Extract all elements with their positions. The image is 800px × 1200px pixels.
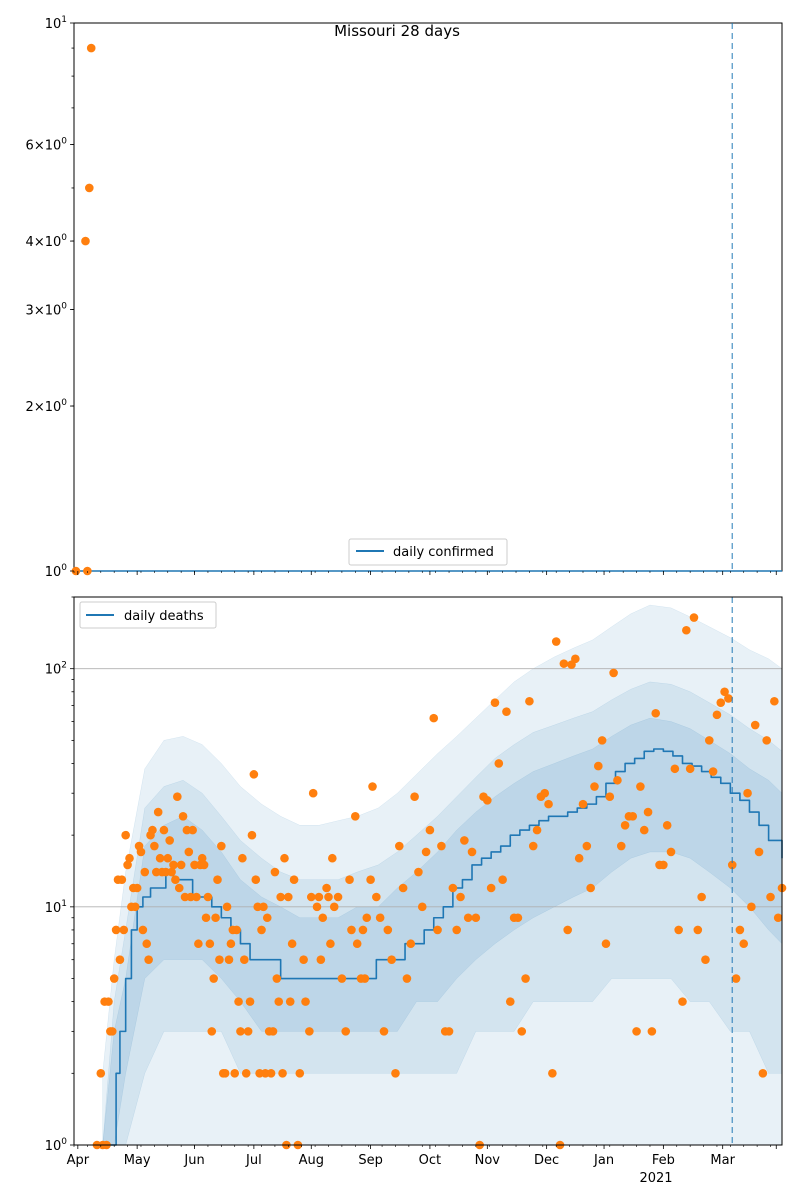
bottom-point	[230, 1069, 239, 1078]
bottom-point	[271, 868, 280, 877]
bottom-x-tick-label-may: May	[123, 1153, 151, 1168]
bottom-point	[759, 1069, 768, 1078]
bottom-point	[667, 848, 676, 857]
bottom-point	[376, 913, 385, 922]
top-point	[87, 44, 96, 53]
bottom-point	[613, 776, 622, 785]
bottom-point	[232, 926, 241, 935]
bottom-point	[141, 868, 150, 877]
bottom-point	[579, 800, 588, 809]
bottom-point	[540, 789, 549, 798]
bottom-x-tick-label-sep: Sep	[358, 1153, 383, 1168]
bottom-point	[280, 854, 289, 863]
bottom-point	[701, 955, 710, 964]
bottom-y-tick-label-2: $10^2$	[44, 660, 67, 678]
bottom-point	[628, 812, 637, 821]
bottom-point	[133, 884, 142, 893]
bottom-point	[372, 893, 381, 902]
bottom-point	[491, 698, 500, 707]
top-panel	[26, 15, 782, 580]
bottom-point	[766, 893, 775, 902]
bottom-point	[406, 939, 415, 948]
bottom-point	[194, 939, 203, 948]
bottom-point	[544, 800, 553, 809]
bottom-point	[223, 903, 232, 912]
bottom-point	[414, 868, 423, 877]
bottom-point	[605, 792, 614, 801]
bottom-point	[648, 1027, 657, 1036]
bottom-uncertainty-bands	[103, 605, 782, 1145]
bottom-point	[762, 736, 771, 745]
bottom-point	[663, 821, 672, 830]
bottom-point	[671, 764, 680, 773]
bottom-point	[598, 736, 607, 745]
top-y-tick-label-2: $3\times 10^0$	[25, 301, 67, 319]
bottom-point	[307, 893, 316, 902]
bottom-point	[644, 808, 653, 817]
bottom-point	[257, 926, 266, 935]
bottom-point	[112, 926, 121, 935]
bottom-point	[686, 764, 695, 773]
bottom-point	[236, 1027, 245, 1036]
bottom-point	[464, 913, 473, 922]
bottom-point	[240, 955, 249, 964]
top-point	[81, 237, 90, 246]
bottom-point	[299, 955, 308, 964]
bottom-point	[188, 826, 197, 835]
bottom-point	[131, 903, 140, 912]
bottom-point	[288, 939, 297, 948]
bottom-point	[207, 1027, 216, 1036]
bottom-point	[602, 939, 611, 948]
top-point	[85, 184, 94, 193]
bottom-y-axis	[45, 597, 74, 1154]
bottom-point	[747, 903, 756, 912]
bottom-point	[743, 789, 752, 798]
bottom-point	[334, 893, 343, 902]
bottom-point	[326, 939, 335, 948]
bottom-point	[347, 926, 356, 935]
bottom-point	[525, 697, 534, 706]
bottom-point	[225, 955, 234, 964]
bottom-point	[175, 884, 184, 893]
bottom-point	[217, 842, 226, 851]
bottom-point	[290, 875, 299, 884]
bottom-point	[456, 893, 465, 902]
bottom-point	[269, 1027, 278, 1036]
bottom-x-tick-label-jan: Jan	[594, 1153, 615, 1168]
bottom-point	[206, 939, 215, 948]
bottom-point	[736, 926, 745, 935]
bottom-point	[318, 913, 327, 922]
bottom-point	[345, 875, 354, 884]
bottom-point	[322, 884, 331, 893]
bottom-point	[682, 626, 691, 635]
bottom-point	[468, 848, 477, 857]
bottom-point	[472, 913, 481, 922]
top-plot-area	[72, 23, 782, 575]
bottom-point	[617, 842, 626, 851]
bottom-point	[234, 997, 243, 1006]
bottom-point	[338, 974, 347, 983]
bottom-point	[732, 974, 741, 983]
bottom-point	[426, 826, 435, 835]
bottom-point	[751, 721, 760, 730]
bottom-x-tick-label-jul: Jul	[246, 1153, 262, 1168]
bottom-x-tick-label-apr: Apr	[66, 1153, 90, 1168]
bottom-point	[215, 955, 224, 964]
bottom-point	[204, 893, 213, 902]
bottom-point	[529, 842, 538, 851]
bottom-point	[433, 926, 442, 935]
bottom-point	[295, 1069, 304, 1078]
bottom-point	[709, 767, 718, 776]
bottom-point	[640, 826, 649, 835]
bottom-x-tick-label-dec: Dec	[534, 1153, 560, 1168]
bottom-panel	[45, 597, 787, 1186]
bottom-point	[213, 875, 222, 884]
bottom-point	[366, 875, 375, 884]
bottom-point	[330, 903, 339, 912]
bottom-point	[770, 697, 779, 706]
bottom-point	[460, 836, 469, 845]
bottom-point	[160, 826, 169, 835]
bottom-x-axis	[67, 1145, 777, 1168]
bottom-point	[632, 1027, 641, 1036]
bottom-point	[609, 669, 618, 678]
bottom-point	[110, 974, 119, 983]
bottom-point	[739, 939, 748, 948]
bottom-point	[119, 926, 128, 935]
bottom-point	[185, 848, 194, 857]
top-y-tick-label-0: $10^0$	[44, 563, 67, 580]
bottom-point	[521, 974, 530, 983]
bottom-point	[227, 939, 236, 948]
bottom-point	[552, 637, 561, 646]
bottom-point	[142, 939, 151, 948]
bottom-point	[410, 792, 419, 801]
bottom-point	[395, 842, 404, 851]
bottom-point	[563, 926, 572, 935]
top-y-tick-label-5: $10^1$	[44, 15, 67, 32]
bottom-point	[202, 913, 211, 922]
bottom-point	[548, 1069, 557, 1078]
top-legend-label: daily confirmed	[393, 545, 494, 560]
bottom-point	[246, 997, 255, 1006]
top-y-tick-label-1: $2\times 10^0$	[25, 398, 67, 416]
bottom-point	[659, 861, 668, 870]
bottom-point	[341, 1027, 350, 1036]
bottom-point	[200, 861, 209, 870]
bottom-point	[571, 655, 580, 664]
bottom-point	[171, 875, 180, 884]
top-y-axis	[26, 15, 74, 580]
bottom-point	[169, 861, 178, 870]
bottom-point	[418, 903, 427, 912]
bottom-point	[422, 848, 431, 857]
bottom-point	[301, 997, 310, 1006]
bottom-point	[116, 955, 125, 964]
bottom-point	[705, 736, 714, 745]
bottom-point	[487, 884, 496, 893]
bottom-point	[154, 808, 163, 817]
bottom-point	[506, 997, 515, 1006]
bottom-point	[517, 1027, 526, 1036]
bottom-point	[309, 789, 318, 798]
bottom-point	[315, 893, 324, 902]
bottom-point	[560, 659, 569, 668]
bottom-x-tick-label-aug: Aug	[298, 1153, 324, 1168]
bottom-point	[317, 955, 326, 964]
bottom-point	[209, 974, 218, 983]
bottom-point	[368, 782, 377, 791]
bottom-point	[273, 974, 282, 983]
bottom-point	[445, 1027, 454, 1036]
bottom-point	[305, 1027, 314, 1036]
bottom-point	[716, 698, 725, 707]
bottom-point	[755, 848, 764, 857]
top-chart-title: Missouri 28 days	[334, 22, 460, 40]
bottom-point	[242, 1069, 251, 1078]
bottom-x-tick-label-nov: Nov	[474, 1153, 501, 1168]
bottom-legend	[80, 602, 216, 628]
bottom-point	[276, 893, 285, 902]
bottom-point	[211, 913, 220, 922]
top-legend	[349, 539, 507, 565]
bottom-point	[274, 997, 283, 1006]
bottom-point	[221, 1069, 230, 1078]
bottom-point	[651, 709, 660, 718]
bottom-point	[575, 854, 584, 863]
bottom-point	[674, 926, 683, 935]
bottom-point	[313, 903, 322, 912]
bottom-point	[697, 893, 706, 902]
bottom-point	[621, 821, 630, 830]
bottom-point	[150, 842, 159, 851]
bottom-point	[678, 997, 687, 1006]
bottom-point	[267, 1069, 276, 1078]
bottom-point	[108, 1027, 117, 1036]
top-y-tick-label-4: $6\times 10^0$	[25, 136, 67, 154]
bottom-point	[694, 926, 703, 935]
bottom-point	[361, 974, 370, 983]
bottom-year-label: 2021	[639, 1171, 673, 1186]
bottom-point	[238, 854, 247, 863]
bottom-point	[278, 1069, 287, 1078]
bottom-x-tick-label-feb: Feb	[651, 1153, 675, 1168]
bottom-point	[328, 854, 337, 863]
bottom-point	[449, 884, 458, 893]
bottom-point	[498, 875, 507, 884]
top-y-tick-label-3: $4\times 10^0$	[25, 233, 67, 251]
bottom-point	[533, 826, 542, 835]
bottom-point	[148, 826, 157, 835]
bottom-point	[351, 812, 360, 821]
bottom-point	[118, 875, 127, 884]
bottom-point	[244, 1027, 253, 1036]
bottom-point	[583, 842, 592, 851]
bottom-point	[144, 955, 153, 964]
bottom-point	[359, 926, 368, 935]
bottom-point	[362, 913, 371, 922]
bottom-point	[192, 893, 201, 902]
bottom-point	[139, 926, 148, 935]
bottom-point	[263, 913, 272, 922]
bottom-point	[173, 792, 182, 801]
bottom-y-tick-label-1: $10^1$	[44, 898, 67, 916]
bottom-point	[483, 796, 492, 805]
bottom-point	[137, 848, 146, 857]
bottom-point	[437, 842, 446, 851]
bottom-point	[125, 854, 134, 863]
bottom-point	[380, 1027, 389, 1036]
bottom-point	[636, 782, 645, 791]
bottom-point	[429, 714, 438, 723]
bottom-point	[251, 875, 260, 884]
bottom-point	[324, 893, 333, 902]
bottom-point	[177, 861, 186, 870]
bottom-x-tick-label-oct: Oct	[418, 1153, 442, 1168]
bottom-point	[259, 903, 268, 912]
bottom-point	[121, 831, 130, 840]
bottom-point	[248, 831, 257, 840]
top-panel-frame	[74, 23, 782, 571]
bottom-point	[713, 711, 722, 720]
bottom-point	[165, 836, 174, 845]
bottom-point	[690, 613, 699, 622]
bottom-point	[387, 955, 396, 964]
bottom-point	[586, 884, 595, 893]
bottom-point	[502, 707, 511, 716]
bottom-point	[590, 782, 599, 791]
bottom-point	[594, 762, 603, 771]
bottom-point	[179, 812, 188, 821]
bottom-point	[391, 1069, 400, 1078]
bottom-point	[384, 926, 393, 935]
bottom-point	[104, 997, 113, 1006]
bottom-x-tick-label-jun: Jun	[184, 1153, 205, 1168]
bottom-y-tick-label-0: $10^0$	[44, 1137, 67, 1154]
bottom-point	[724, 694, 733, 703]
bottom-point	[774, 913, 783, 922]
bottom-point	[284, 893, 293, 902]
bottom-point	[96, 1069, 105, 1078]
bottom-point	[514, 913, 523, 922]
bottom-x-tick-label-mar: Mar	[710, 1153, 735, 1168]
bottom-legend-label: daily deaths	[124, 609, 204, 624]
bottom-point	[399, 884, 408, 893]
bottom-point	[353, 939, 362, 948]
bottom-point	[403, 974, 412, 983]
bottom-point	[452, 926, 461, 935]
bottom-point	[163, 854, 172, 863]
bottom-point	[495, 759, 504, 768]
bottom-point	[286, 997, 295, 1006]
bottom-point	[250, 770, 259, 779]
bottom-point	[156, 854, 165, 863]
